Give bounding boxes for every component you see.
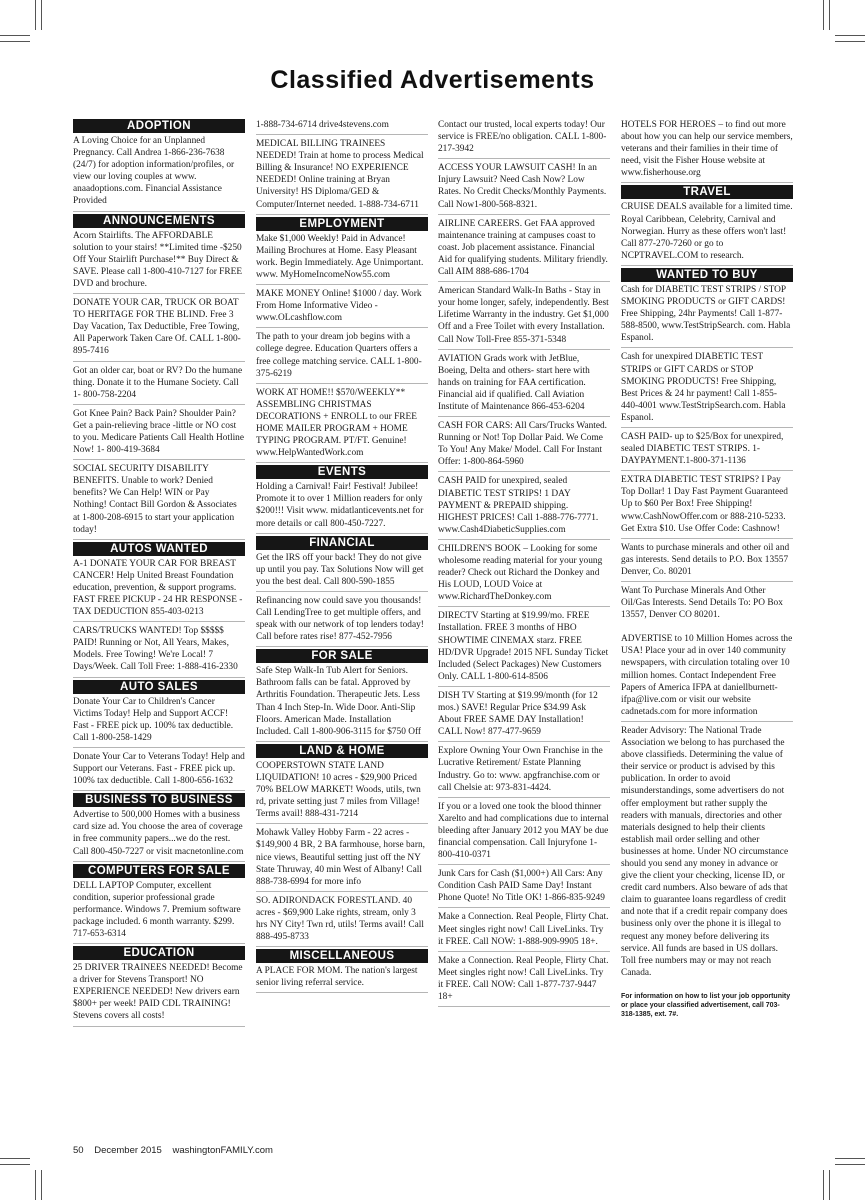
page-number: 50: [73, 1145, 84, 1156]
classified-ad: Got Knee Pain? Back Pain? Shoulder Pain? Get a pain-relieving brace -little or NO cost to you. Medicare Patients Call Health Hotline Now! 1- 800-419-3684: [73, 407, 245, 460]
crop-mark-top-left-v: [35, 0, 36, 30]
classified-ad: CASH PAID for unexpired, sealed DIABETIC TEST STRIPS! 1 DAY PAYMENT & PREPAID shipping. HIGHEST PRICES! Call 1-888-776-7771. www.Cash4DiabeticSupplies.com: [438, 474, 610, 539]
section-header: BUSINESS TO BUSINESS: [73, 793, 245, 807]
classified-column-2: [256, 118, 428, 995]
section-header: FOR SALE: [256, 649, 428, 663]
classified-column-1: [73, 118, 245, 1029]
section-header: FINANCIAL: [256, 536, 428, 550]
classified-ad: SOCIAL SECURITY DISABILITY BENEFITS. Unable to work? Denied benefits? We Can Help! WIN or Pay Nothing! Contact Bill Gordon & Associates at 1-800-208-6915 to start your application today!: [73, 462, 245, 540]
issue-date: December 2015: [94, 1145, 162, 1156]
classified-ad: Wants to purchase minerals and other oil and gas interests. Send details to P.O. Box 13557 Denver, Co. 80201: [621, 541, 793, 582]
classified-ad: MAKE MONEY Online! $1000 / day. Work From Home Informative Video - www.OLcashflow.com: [256, 287, 428, 328]
classified-column-3: [438, 118, 610, 1009]
crop-mark-top-right-v: [823, 0, 824, 30]
crop-mark-bottom-right-v: [823, 1170, 824, 1200]
classified-ad: DELL LAPTOP Computer, excellent condition, superior professional grade performance. Windows 7. Premium software package included. 6 month warranty. $299. 717-653-6314: [73, 879, 245, 944]
classified-ad: AIRLINE CAREERS. Get FAA approved maintenance training at campuses coast to coast. Job placement assistance. Financial Aid for qualifying students. Military friendly. Call AIM 888-686-1704: [438, 217, 610, 282]
classified-ad: CASH FOR CARS: All Cars/Trucks Wanted. Running or Not! Top Dollar Paid. We Come To You! Any Make/ Model. Call For Instant Offer: 1-800-864-5960: [438, 419, 610, 472]
classified-ad: Donate Your Car to Children's Cancer Victims Today! Help and Support ACCF! Fast - FREE pick up. 100% tax deductible. Call 1-800-258-1429: [73, 695, 245, 748]
crop-mark-bottom-right-v2: [829, 1170, 830, 1200]
classified-ad: EXTRA DIABETIC TEST STRIPS? I Pay Top Dollar! 1 Day Fast Payment Guaranteed Up to $60 Per Box! Free Shipping! www.CashNowOffer.com or 888-210-5233. Get Extra $10. Use Offer Code: Cashnow!: [621, 473, 793, 538]
crop-mark-bottom-right-h2: [835, 1164, 865, 1165]
classified-ad: CARS/TRUCKS WANTED! Top $$$$$ PAID! Running or Not, All Years, Makes, Models. Free Towing! We're Local! 7 Days/Week. Call Toll Free: 1-888-416-2330: [73, 624, 245, 677]
classified-ad: Explore Owning Your Own Franchise in the Lucrative Retirement/ Estate Planning Industry. Go to: www. apgfranchise.com or call Chelsie at: 973-831-4424.: [438, 744, 610, 797]
listing-info-note: For information on how to list your job opportunity or place your classified advertisement, call 703-318-1385, ext. 7#.: [621, 992, 791, 1018]
classified-ad: Got an older car, boat or RV? Do the humane thing. Donate it to the Humane Society. Call 1- 800-758-2204: [73, 364, 245, 405]
classified-ad: Safe Step Walk-In Tub Alert for Seniors. Bathroom falls can be fatal. Approved by Arthritis Foundation. Therapeutic Jets. Less Than 4 Inch Step-In. Wide Door. Anti-Slip Floors. American Made. Installation Included. Call 1-800-906-3115 for $750 Off: [256, 664, 428, 742]
classified-ad: A PLACE FOR MOM. The nation's largest senior living referral service.: [256, 964, 428, 993]
classified-ad: Junk Cars for Cash ($1,000+) All Cars: Any Condition Cash PAID Same Day! Instant Phone Quote! No Title OK! 1-866-835-9249: [438, 867, 610, 908]
classified-ad: Get the IRS off your back! They do not give up until you pay. Tax Solutions Now will get you the best deal. Call 800-590-1855: [256, 551, 428, 592]
classified-ad: HOTELS FOR HEROES – to find out more about how you can help our service members, veterans and their families in their time of need, visit the Fisher House website at www.fisherhouse.org: [621, 118, 793, 183]
classified-ad: AVIATION Grads work with JetBlue, Boeing, Delta and others- start here with hands on training for FAA certification. Financial aid if qualified. Call Aviation Institute of Maintenance 866-453-6204: [438, 352, 610, 417]
site-url: washingtonFAMILY.com: [172, 1145, 273, 1156]
classified-ad: COOPERSTOWN STATE LAND LIQUIDATION! 10 acres - $29,900 Priced 70% BELOW MARKET! Woods, utils, twn rd, private setting just 7 miles from Village! Terms avail! 888-431-7214: [256, 759, 428, 824]
crop-mark-bottom-left-h2: [0, 1164, 30, 1165]
classified-ad: If you or a loved one took the blood thinner Xarelto and had complications due to internal bleeding after January 2012 you MAY be due financial compensation. Call Injuryfone 1-800-410-0371: [438, 800, 610, 865]
section-header: LAND & HOME: [256, 744, 428, 758]
section-header: EDUCATION: [73, 946, 245, 960]
classified-ad: 1-888-734-6714 drive4stevens.com: [256, 118, 428, 135]
classified-ad: DIRECTV Starting at $19.99/mo. FREE Installation. FREE 3 months of HBO SHOWTIME CINEMAX starz. FREE HD/DVR Upgrade! 2015 NFL Sunday Ticket Included (Select Packages) New Customers Only. CALL 1-800-614-8506: [438, 609, 610, 687]
classified-ad: A-1 DONATE YOUR CAR FOR BREAST CANCER! Help United Breast Foundation education, prevention, & support programs. FAST FREE PICKUP - 24 HR RESPONSE - TAX DEDUCTION 855-403-0213: [73, 557, 245, 622]
classified-ad: DISH TV Starting at $19.99/month (for 12 mos.) SAVE! Regular Price $34.99 Ask About FREE SAME DAY Installation! CALL Now! 877-477-9659: [438, 689, 610, 742]
section-header: WANTED TO BUY: [621, 268, 793, 282]
classified-ad: 25 DRIVER TRAINEES NEEDED! Become a driver for Stevens Transport! NO EXPERIENCE NEEDED! New drivers earn $800+ per week! PAID CDL TRAINING! Stevens covers all costs!: [73, 961, 245, 1026]
crop-mark-top-right-v2: [829, 0, 830, 30]
section-header: EVENTS: [256, 465, 428, 479]
classified-ad: ADVERTISE to 10 Million Homes across the USA! Place your ad in over 140 community newspapers, with circulation totaling over 10 million homes. Contact Independent Free Papers of America IFPA at daniellburnett-ifpa@live.com or visit our website cadnetads.com for more information: [621, 632, 793, 722]
classified-ad: A Loving Choice for an Unplanned Pregnancy. Call Andrea 1-866-236-7638 (24/7) for adoption information/profiles, or view our loving couples at www. anaadoptions.com. Financial Assistance Provided: [73, 134, 245, 212]
classified-ad: Make a Connection. Real People, Flirty Chat. Meet singles right now! Call LiveLinks. Try it FREE. Call NOW: 1-888-909-9905 18+.: [438, 910, 610, 951]
classified-ad: DONATE YOUR CAR, TRUCK OR BOAT TO HERITAGE FOR THE BLIND. Free 3 Day Vacation, Tax Deductible, Free Towing, All Paperwork Taken Care Of. CALL 1-800-895-7416: [73, 296, 245, 361]
classified-ad: MEDICAL BILLING TRAINEES NEEDED! Train at home to process Medical Billing & Insurance! NO EXPERIENCE NEEDED! Online training at Bryan University! HS Diploma/GED & Computer/Internet needed. 1-888-734-6711: [256, 137, 428, 215]
classified-ad: CRUISE DEALS available for a limited time. Royal Caribbean, Celebrity, Carnival and Norwegian. Hurry as these offers won't last! Call 877-270-7260 or go to NCPTRAVEL.COM to research.: [621, 200, 793, 265]
crop-mark-bottom-left-v: [35, 1170, 36, 1200]
classified-ad: Advertise to 500,000 Homes with a business card size ad. You choose the area of coverage in free community papers...we do the rest. Call 800-450-7227 or visit macnetonline.com: [73, 808, 245, 861]
classified-ad: Want To Purchase Minerals And Other Oil/Gas Interests. Send Details To: PO Box 13557, Denver CO 80201.: [621, 586, 783, 621]
classified-ad: American Standard Walk-In Baths - Stay in your home longer, safely, independently. Best Lifetime Warranty in the industry. Get $1,000 Off and a Free Toilet with every Installation. Call Now Toll-Free 855-371-5348: [438, 284, 610, 349]
crop-mark-bottom-left-h: [0, 1158, 30, 1159]
crop-mark-top-left-h: [0, 35, 30, 36]
crop-mark-bottom-left-v2: [41, 1170, 42, 1200]
classified-ad: Holding a Carnival! Fair! Festival! Jubilee! Promote it to over 1 Million readers for only $200!!! Visit www. midatlanticevents.net for more details or call 800-450-7227.: [256, 480, 428, 533]
section-header: ANNOUNCEMENTS: [73, 214, 245, 228]
classified-ad: CASH PAID- up to $25/Box for unexpired, sealed DIABETIC TEST STRIPS. 1-DAYPAYMENT.1-800-371-1136: [621, 430, 793, 471]
classified-ad: Cash for unexpired DIABETIC TEST STRIPS or GIFT CARDS or STOP SMOKING PRODUCTS! Free Shipping, Best Prices & 24 hr payment! Call 1-855-440-4001 www.TestStripSearch.com. Habla Espanol.: [621, 350, 793, 428]
classified-ad: Make $1,000 Weekly! Paid in Advance! Mailing Brochures at Home. Easy Pleasant work. Begin Immediately. Age Unimportant. www. MyHomeIncomeNow55.com: [256, 232, 428, 285]
section-header: ADOPTION: [73, 119, 245, 133]
classified-ad: Reader Advisory: The National Trade Association we belong to has purchased the above classifieds. Determining the value of their service or product is advised by this publication. In order to avoid misunderstandings, some advertisers do not offer employment but rather supply the readers with manuals, directories and other materials designed to help their clients establish mail order selling and other businesses at home. Under NO circumstance should you send any money in advance or give the client your checking, license ID, or credit card numbers. Also beware of ads that claim to guarantee loans regardless of credit and note that if a credit repair company does business only over the phone it is illegal to request any money before delivering its service. All funds are based in US dollars. Toll free numbers may or may not reach Canada.: [621, 725, 789, 978]
classified-ad: CHILDREN'S BOOK – Looking for some wholesome reading material for your young reader? Check out Richard the Donkey and His LOUD, LOUD Voice at www.RichardTheDonkey.com: [438, 542, 610, 607]
crop-mark-top-right-h: [835, 35, 865, 36]
section-header: MISCELLANEOUS: [256, 949, 428, 963]
classified-ad: Refinancing now could save you thousands! Call LendingTree to get multiple offers, and speak with our network of top lenders today! Call before rates rise! 877-452-7956: [256, 594, 428, 647]
classified-ad: Contact our trusted, local experts today! Our service is FREE/no obligation. CALL 1-800-217-3942: [438, 118, 610, 159]
crop-mark-top-right-h2: [835, 41, 865, 42]
classified-ad: WORK AT HOME!! $570/WEEKLY** ASSEMBLING CHRISTMAS DECORATIONS + ENROLL to our FREE HOME MAILER PROGRAM + HOME TYPING PROGRAM. PT/FT. Genuine! www.HelpWantedWork.com: [256, 386, 428, 464]
section-header: AUTOS WANTED: [73, 542, 245, 556]
classified-column-4: [621, 118, 793, 1019]
classified-ad: The path to your dream job begins with a college degree. Education Quarters offers a free college matching service. CALL 1-800-375-6219: [256, 330, 428, 383]
crop-mark-bottom-right-h: [835, 1158, 865, 1159]
section-header: EMPLOYMENT: [256, 217, 428, 231]
crop-mark-top-left-h2: [0, 41, 30, 42]
section-header: AUTO SALES: [73, 680, 245, 694]
classified-ad: Make a Connection. Real People, Flirty Chat. Meet singles right now! Call LiveLinks. Try it FREE. Call NOW: Call 1-877-737-9447 18+: [438, 954, 610, 1007]
crop-mark-top-left-v2: [41, 0, 42, 30]
classified-ad: Acorn Stairlifts. The AFFORDABLE solution to your stairs! **Limited time -$250 Off Your Stairlift Purchase!** Buy Direct & SAVE. Please call 1-800-410-7127 for FREE DVD and brochure.: [73, 229, 245, 294]
classified-ad: SO. ADIRONDACK FORESTLAND. 40 acres - $69,900 Lake rights, stream, only 3 hrs NY City! Twn rd, utils! Terms avail! Call 888-495-8733: [256, 894, 428, 947]
classified-ad: Mohawk Valley Hobby Farm - 22 acres - $149,900 4 BR, 2 BA farmhouse, horse barn, nice views, Beautiful setting just off the NY State Thruway, 40 min West of Albany! Call 888-738-6994 for more info: [256, 826, 428, 891]
page-footer: [73, 1145, 281, 1156]
classified-ad: Donate Your Car to Veterans Today! Help and Support our Veterans. Fast - FREE pick up. 100% tax deductible. Call 1-800-656-1632: [73, 750, 245, 791]
classified-ad: Cash for DIABETIC TEST STRIPS / STOP SMOKING PRODUCTS or GIFT CARDS! Free Shipping, 24hr Payments! Call 1-877-588-8500, www.TestStripSearch. com. Habla Espanol.: [621, 283, 793, 348]
classified-ad: ACCESS YOUR LAWSUIT CASH! In an Injury Lawsuit? Need Cash Now? Low Rates. No Credit Checks/Monthly Payments. Call Now1-800-568-8321.: [438, 161, 610, 214]
section-header: COMPUTERS FOR SALE: [73, 864, 245, 878]
section-header: TRAVEL: [621, 185, 793, 199]
page-title: Classified Advertisements: [270, 66, 595, 94]
